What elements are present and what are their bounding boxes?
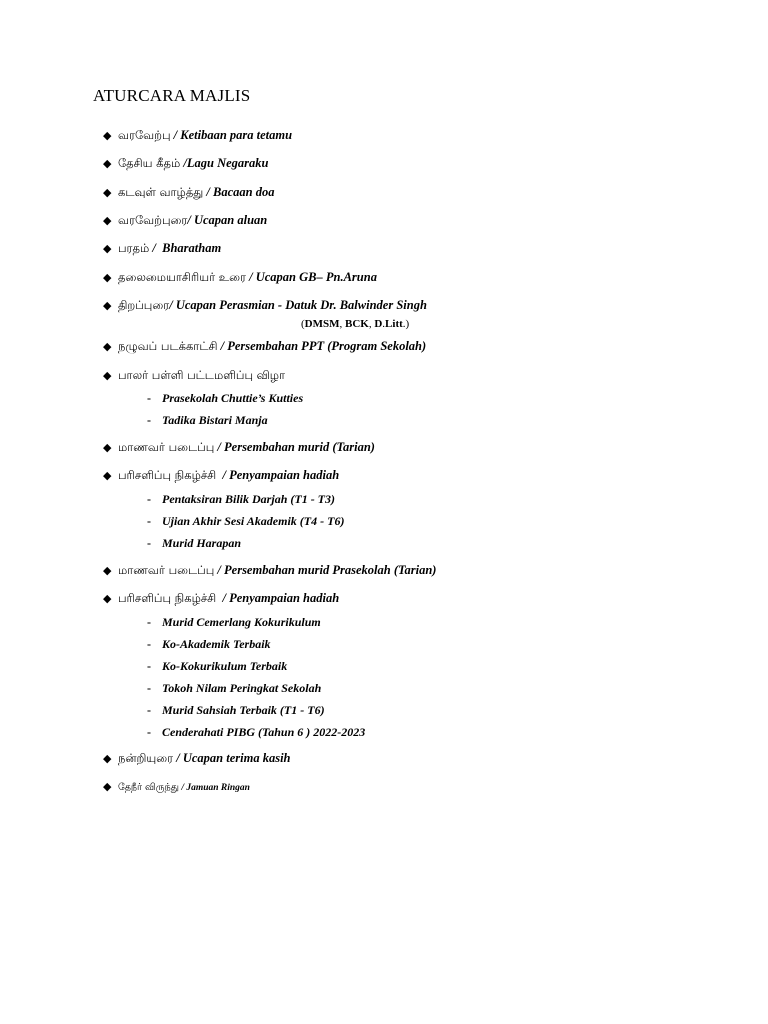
sub-list-item (147, 390, 303, 406)
list-item (103, 562, 436, 579)
list-item (103, 439, 375, 456)
note-d: D (374, 318, 383, 330)
item-tamil-text: கடவுள் வாழ்த்து (118, 185, 204, 199)
note-litt: Litt (385, 318, 403, 330)
diamond-bullet-icon: ◆ (103, 243, 112, 255)
item-tamil-text: பரதம் (118, 241, 150, 255)
item-separator: / (217, 339, 228, 353)
item-malay-text: Penyampaian hadiah (229, 591, 340, 605)
list-item (103, 779, 250, 796)
dash-bullet: - (147, 536, 151, 550)
item-malay-text: Persembahan PPT (Program Sekolah) (227, 339, 427, 353)
item-tamil-text: திறப்புரை (118, 298, 170, 312)
diamond-bullet-icon: ◆ (103, 300, 112, 312)
diamond-bullet-icon: ◆ (103, 593, 112, 605)
list-item (103, 127, 292, 144)
list-item (103, 297, 427, 314)
list-item (103, 590, 339, 607)
diamond-bullet-icon: ◆ (103, 781, 112, 793)
item-malay-text: Jamuan Ringan (186, 783, 250, 793)
sub-list-item (147, 535, 241, 551)
item-malay-text: Persembahan murid (Tarian) (224, 440, 375, 454)
item-separator: / (216, 468, 230, 482)
dash-bullet: - (147, 703, 151, 717)
note-dmsm: DMSM (304, 318, 340, 330)
item-tamil-text: பரிசளிப்பு நிகழ்ச்சி (118, 468, 217, 482)
item-tamil-text: தேநீர் விருந்து (118, 782, 179, 793)
sub-list-item (147, 636, 271, 652)
sub-list-item (147, 724, 365, 740)
item-malay-text: Persembahan murid Prasekolah (Tarian) (224, 563, 437, 577)
item-separator: / (187, 213, 194, 227)
diamond-bullet-icon: ◆ (103, 370, 112, 382)
dash-bullet: - (147, 637, 151, 651)
sub-list-item (147, 658, 287, 674)
item-tamil-text: வரவேற்புரை (118, 213, 188, 227)
dash-bullet: - (147, 725, 151, 739)
honorific-titles-note (301, 317, 409, 331)
dash-bullet: - (147, 391, 151, 405)
sub-list-item (147, 614, 321, 630)
item-malay-text: Penyampaian hadiah (229, 468, 340, 482)
sub-item-text: Pentaksiran Bilik Darjah (T1 - T3) (162, 492, 336, 506)
item-tamil-text: பாலர் பள்ளி பட்டமளிப்பு விழா (118, 368, 286, 382)
note-dot: . (382, 318, 386, 330)
sub-item-text: Prasekolah Chuttie’s Kutties (162, 391, 304, 405)
sub-item-text: Ujian Akhir Sesi Akademik (T4 - T6) (162, 514, 345, 528)
page-title: ATURCARA MAJLIS (93, 86, 251, 105)
dash-bullet: - (147, 492, 151, 506)
sub-list-item (147, 412, 268, 428)
item-separator: / (173, 751, 183, 765)
item-separator: / (170, 128, 181, 142)
list-item (103, 269, 377, 286)
list-item (103, 212, 267, 229)
item-separator: / (214, 440, 225, 454)
list-item (103, 155, 269, 172)
list-item (103, 338, 426, 355)
sub-item-text: Murid Sahsiah Terbaik (T1 - T6) (162, 703, 325, 717)
item-separator: / (216, 591, 230, 605)
sub-item-text: Ko-Kokurikulum Terbaik (162, 659, 288, 673)
diamond-bullet-icon: ◆ (103, 565, 112, 577)
dash-bullet: - (147, 681, 151, 695)
item-malay-text: Bacaan doa (213, 185, 275, 199)
item-tamil-text: நழுவப் படக்காட்சி (118, 339, 218, 353)
item-tamil-text: நன்றியுரை (118, 751, 174, 765)
dash-bullet: - (147, 659, 151, 673)
sub-item-text: Ko-Akademik Terbaik (162, 637, 271, 651)
item-tamil-text: பரிசளிப்பு நிகழ்ச்சி (118, 591, 217, 605)
diamond-bullet-icon: ◆ (103, 272, 112, 284)
note-comma: , (339, 318, 345, 330)
item-separator: / (178, 783, 187, 793)
item-malay-text: Lagu Negaraku (186, 156, 269, 170)
note-paren-open: ( (301, 318, 305, 330)
list-item (103, 367, 285, 384)
note-comma: , (368, 318, 375, 330)
item-malay-text: Ucapan aluan (193, 213, 268, 227)
sub-list-item (147, 491, 335, 507)
item-separator: / (246, 270, 256, 284)
dash-bullet: - (147, 413, 151, 427)
list-item (103, 467, 339, 484)
note-paren-close: .) (402, 318, 410, 330)
item-malay-text: Ketibaan para tetamu (180, 128, 293, 142)
diamond-bullet-icon: ◆ (103, 215, 112, 227)
item-separator: / (169, 298, 176, 312)
note-bck: BCK (345, 318, 369, 330)
diamond-bullet-icon: ◆ (103, 187, 112, 199)
sub-item-text: Tokoh Nilam Peringkat Sekolah (162, 681, 322, 695)
item-separator: / (149, 241, 163, 255)
sub-list-item (147, 702, 325, 718)
item-separator: / (203, 185, 214, 199)
item-malay-text: Ucapan GB– Pn.Aruna (255, 270, 377, 284)
item-malay-text: Bharatham (162, 241, 222, 255)
sub-item-text: Murid Harapan (162, 536, 242, 550)
item-separator: / (180, 156, 187, 170)
item-separator: / (214, 563, 225, 577)
dash-bullet: - (147, 514, 151, 528)
item-tamil-text: தேசிய கீதம் (118, 156, 181, 170)
list-item (103, 184, 274, 201)
item-tamil-text: மாணவர் படைப்பு (118, 440, 215, 454)
list-item (103, 240, 221, 257)
sub-list-item (147, 680, 321, 696)
sub-item-text: Murid Cemerlang Kokurikulum (162, 615, 321, 629)
diamond-bullet-icon: ◆ (103, 158, 112, 170)
sub-item-text: Cenderahati PIBG (Tahun 6 ) 2022-2023 (162, 725, 366, 739)
diamond-bullet-icon: ◆ (103, 442, 112, 454)
item-tamil-text: தலைமையாசிரியர் உரை (118, 270, 246, 284)
dash-bullet: - (147, 615, 151, 629)
list-item (103, 750, 291, 767)
item-tamil-text: வரவேற்பு (118, 128, 171, 142)
diamond-bullet-icon: ◆ (103, 753, 112, 765)
diamond-bullet-icon: ◆ (103, 470, 112, 482)
item-tamil-text: மாணவர் படைப்பு (118, 563, 215, 577)
sub-list-item (147, 513, 344, 529)
diamond-bullet-icon: ◆ (103, 130, 112, 142)
item-malay-text: Ucapan terima kasih (182, 751, 291, 765)
diamond-bullet-icon: ◆ (103, 341, 112, 353)
sub-item-text: Tadika Bistari Manja (162, 413, 268, 427)
item-malay-text: Ucapan Perasmian - Datuk Dr. Balwinder Singh (175, 298, 427, 312)
